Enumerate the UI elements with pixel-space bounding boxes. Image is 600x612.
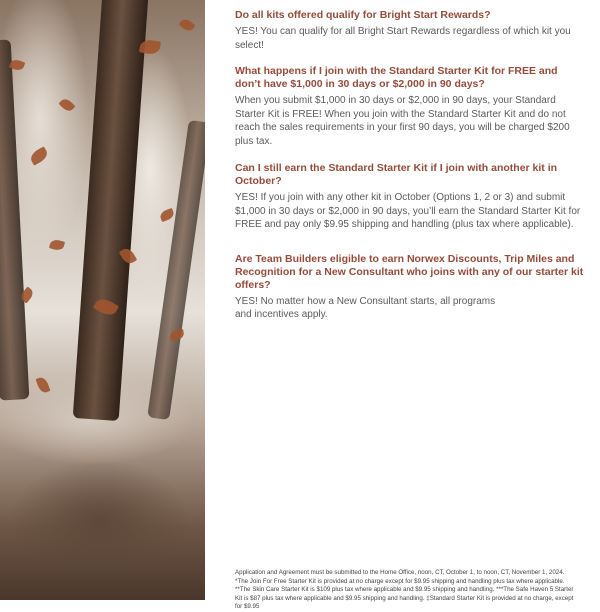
leaf (28, 146, 50, 165)
faq-answer: YES! If you join with any other kit in October (Options 1, 2 or 3) and submit $1,000 in 30 days or $2,000 in 90 days, you’ll earn the Standard Starter Kit for FREE and pay only $9.95 shipping and handling (plus tax where applicable). (235, 192, 581, 230)
faq-answer: YES! You can qualify for all Bright Start Rewards regardless of which kit you select! (235, 26, 571, 51)
faq-answer: YES! No matter how a New Consultant starts, all programs and incentives apply. (235, 295, 496, 320)
faq-question: Can I still earn the Standard Starter Kit if I join with another kit in October? (235, 162, 558, 187)
faq-item (235, 65, 585, 148)
tree-trunk (147, 120, 205, 420)
autumn-tree-photo (0, 0, 205, 600)
faq-item (235, 253, 585, 322)
leaf (36, 376, 51, 394)
faq-section (235, 9, 585, 335)
faq-answer: When you submit $1,000 in 30 days or $2,000 in 90 days, your Standard Starter Kit is FREE! When you join with the Standard Starter Kit and do not reach the sales requirements in your first 90 days, you will be charged $200 plus tax. (235, 95, 570, 147)
leaf (159, 208, 176, 222)
faq-question: Do all kits offered qualify for Bright Start Rewards? (235, 9, 491, 21)
tree-trunk (73, 0, 150, 421)
leaf (49, 238, 65, 251)
tree-trunk (0, 39, 29, 400)
faq-item (235, 9, 585, 52)
faq-question: What happens if I join with the Standard Starter Kit for FREE and don’t have $1,000 in 30 days or $2,000 in 90 days? (235, 65, 558, 90)
leaf (59, 97, 76, 114)
faq-item (235, 162, 585, 232)
legal-footnote: Application and Agreement must be submitted to the Home Office, noon, CT, October 1, to noon, CT, November 1, 2024. *The Join For Free Starter Kit is provided at no charge except for $9.95 shipping and handling plus tax where applicable. **The Skin Care Starter Kit is $109 plus tax where applicable and $9.95 shipping and handling. ***The Safe Haven 5 Starter Kit is $87 plus tax where applicable and $9.95 shipping and handling. ‡Standard Starter Kit is provided at no charge, except for $9.95 (235, 569, 574, 611)
leaf (178, 17, 195, 34)
faq-question: Are Team Builders eligible to earn Norwex Discounts, Trip Miles and Recognition for a New Consultant who joins with any of our starter kit offers? (235, 252, 584, 291)
